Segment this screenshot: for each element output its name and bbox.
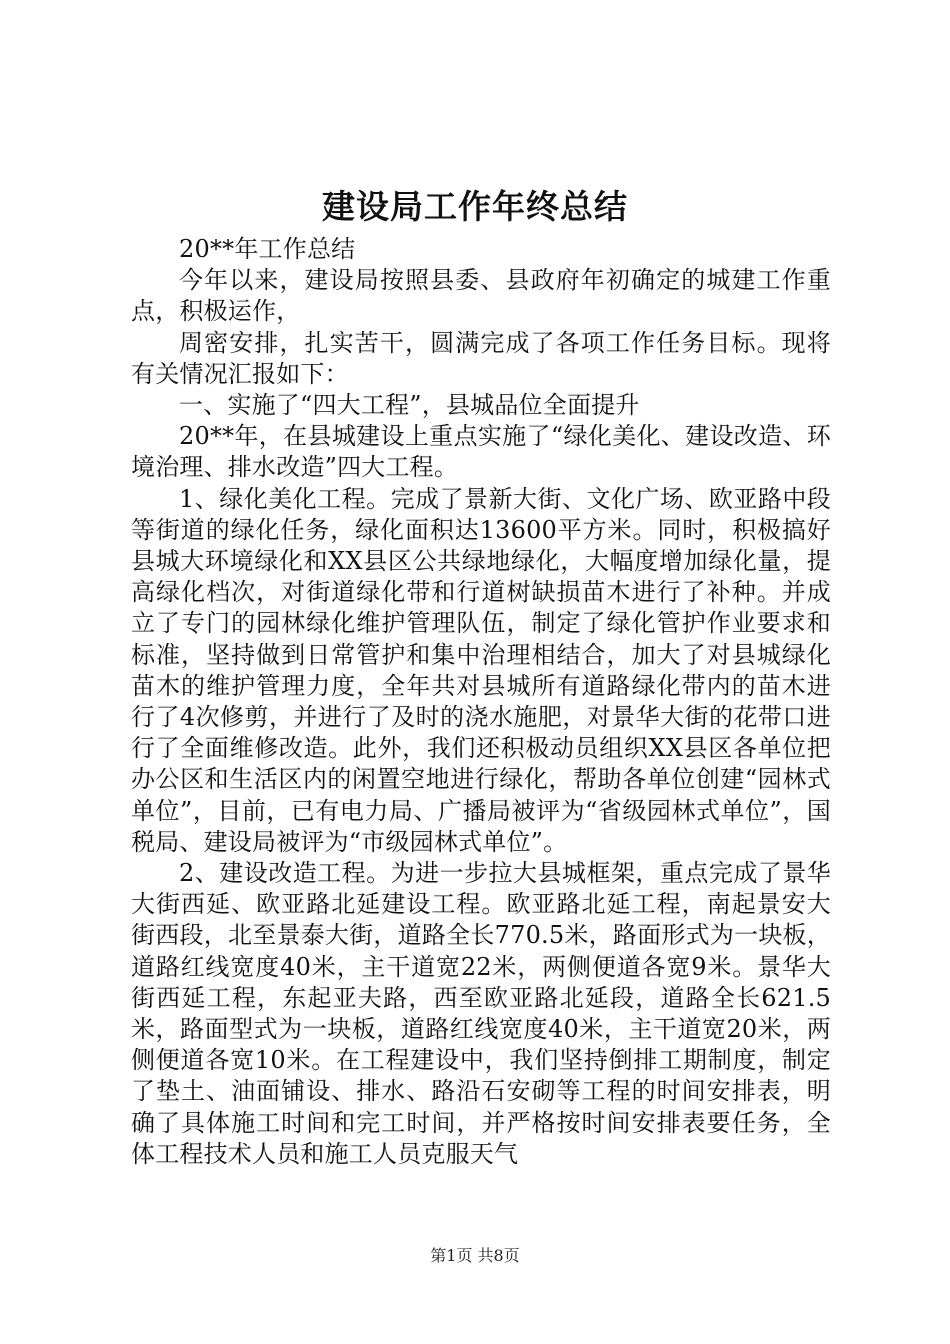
document-title: 建设局工作年终总结 [322,187,628,226]
paragraph-four-projects: 20**年，在县城建设上重点实施了“绿化美化、建设改造、环境治理、排水改造”四大工程。 [131,422,831,482]
paragraph-heading-summary: 20**年工作总结 [179,235,356,263]
paragraph-intro: 今年以来，建设局按照县委、县政府年初确定的城建工作重点，积极运作， [131,266,831,326]
section-heading-one: 一、实施了“四大工程”，县城品位全面提升 [179,391,640,420]
paragraph-greening-project: 1、绿化美化工程。完成了景新大街、文化广场、欧亚路中段等街道的绿化任务，绿化面积达13600平方米。同时，积极搞好县城大环境绿化和XX县区公共绿地绿化，大幅度增加绿化量，提高绿化档次，对街道绿化带和行道树缺损苗木进行了补种。并成立了专门的园林绿化维护管理队伍，制定了绿化管护作业要求和标准，坚持做到日常管护和集中治理相结合，加大了对县城绿化苗木的维护管理力度，全年共对县城所有道路绿化带内的苗木进行了4次修剪，并进行了及时的浇水施肥，对景华大街的花带口进行了全面维修改造。此外，我们还积极动员组织XX县区各单位把办公区和生活区内的闲置空地进行绿化，帮助各单位创建“园林式单位”，目前，已有电力局、广播局被评为“省级园林式单位”，国税局、建设局被评为“市级园林式单位”。 [131,484,831,856]
document-body [131,234,831,1170]
paragraph-construction-project: 2、建设改造工程。为进一步拉大县城框架，重点完成了景华大街西延、欧亚路北延建设工程。欧亚路北延工程，南起景安大街西段，北至景泰大街，道路全长770.5米，路面形式为一块板，道路红线宽度40米，主干道宽22米，两侧便道各宽9米。景华大街西延工程，东起亚夫路，西至欧亚路北延段，道路全长621.5米，路面型式为一块板，道路红线宽度40米，主干道宽20米，两侧便道各宽10米。在工程建设中，我们坚持倒排工期制度，制定了垫土、油面铺设、排水、路沿石安砌等工程的时间安排表，明确了具体施工时间和完工时间，并严格按时间安排表要任务，全体工程技术人员和施工人员克服天气 [131,859,831,1168]
paragraph-intro-continued: 周密安排，扎实苦干，圆满完成了各项工作任务目标。现将有关情况汇报如下： [131,328,831,388]
page-number: 第1页 共8页 [430,1246,520,1265]
